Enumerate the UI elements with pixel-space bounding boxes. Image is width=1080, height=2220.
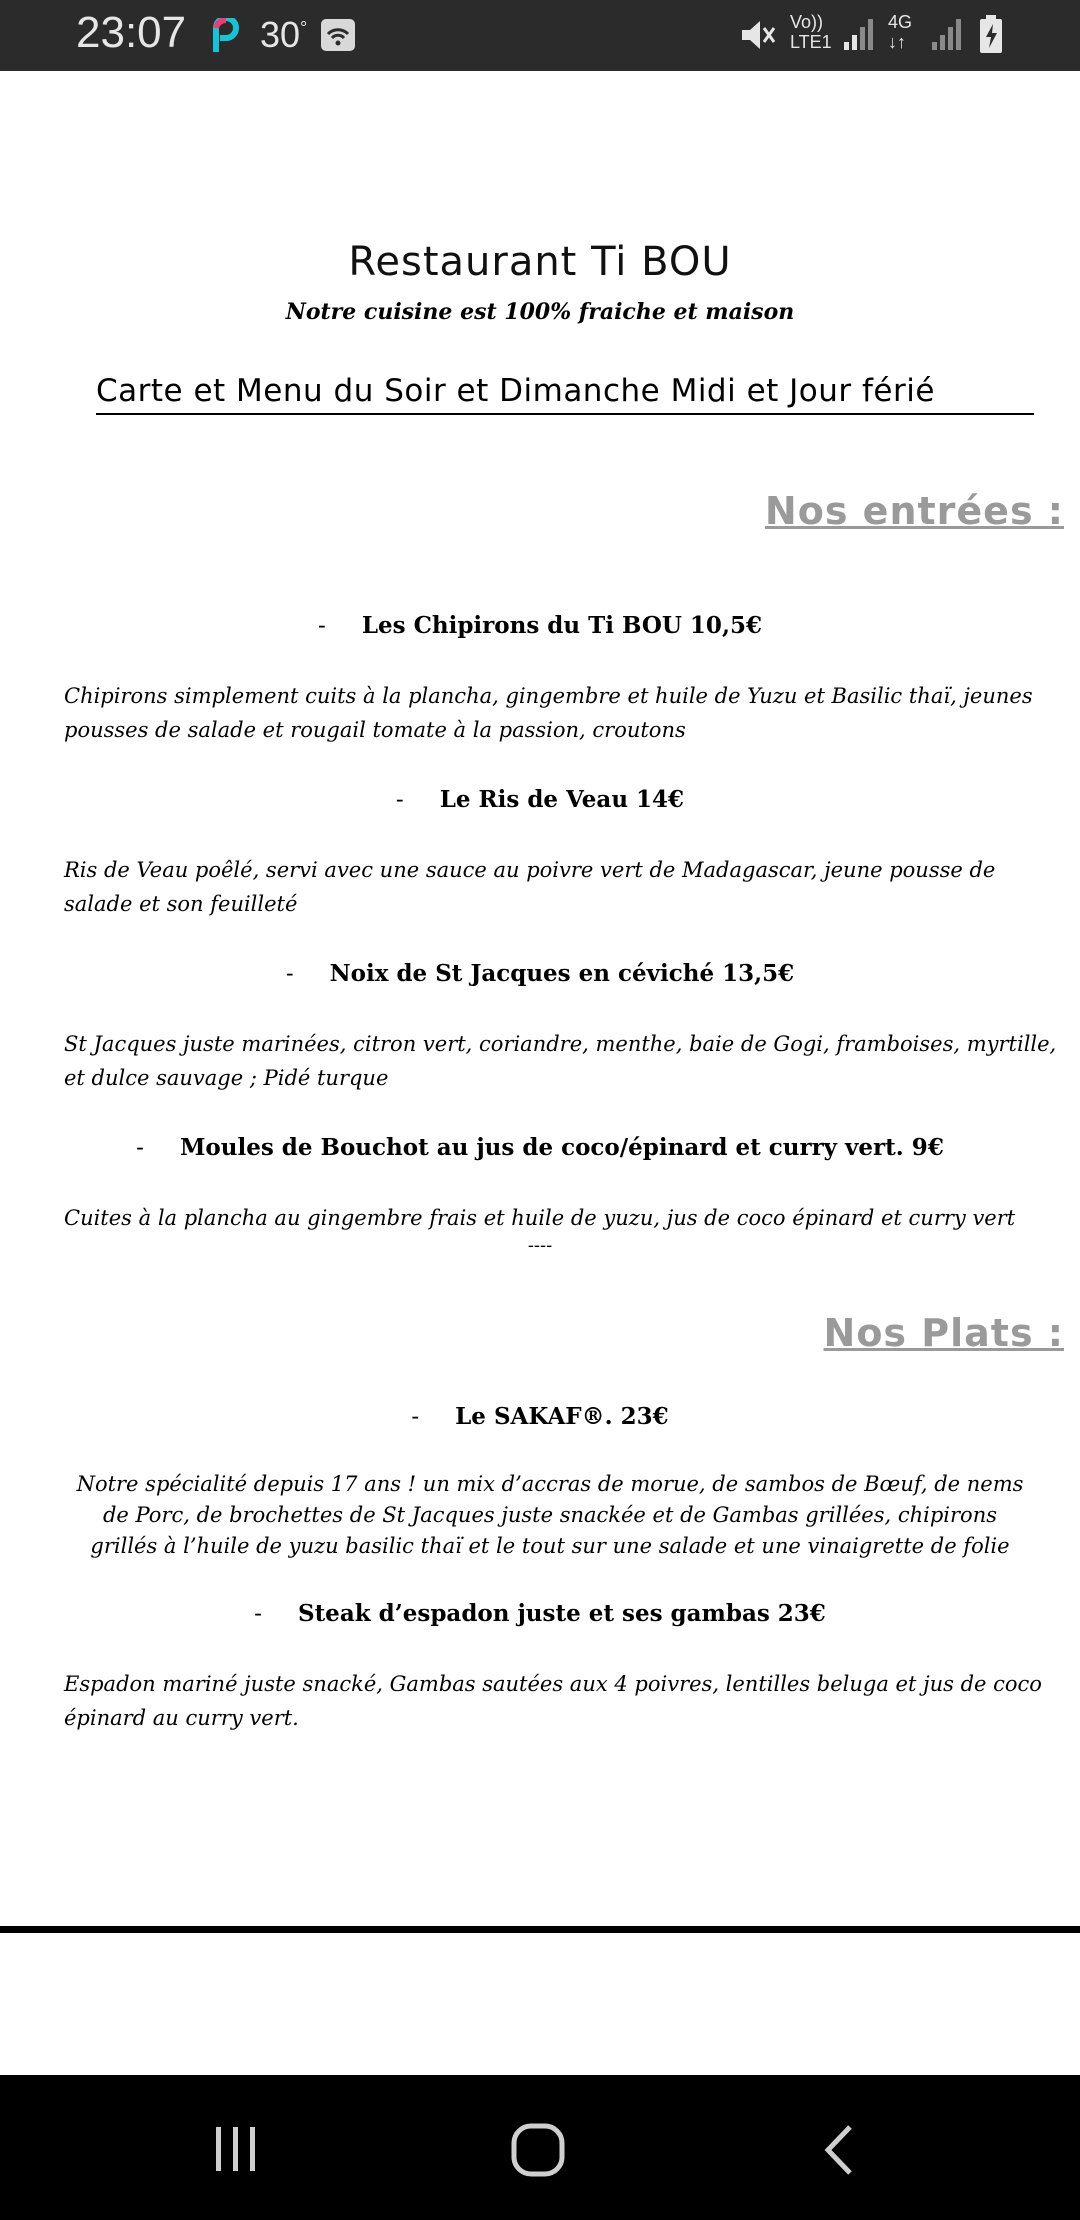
dish-title: - Noix de St Jacques en céviché 13,5€	[285, 960, 795, 987]
separator: ----	[527, 1235, 553, 1256]
dish-title: - Le SAKAF®. 23€	[411, 1403, 669, 1430]
dish-description: Chipirons simplement cuits à la plancha, gingembre et huile de Yuzu et Basilic thaï, jeunes pousses de salade et rougail tomate à la passion, croutons	[64, 684, 1033, 742]
section-heading-plats: Nos Plats :	[823, 1311, 1064, 1355]
volte-indicator: Vo)) LTE1	[790, 12, 832, 52]
dish-description: Ris de Veau poêlé, servi avec une sauce au poivre vert de Madagascar, jeune pousse de salade et son feuilleté	[64, 858, 996, 916]
home-icon[interactable]	[508, 2121, 568, 2185]
dish-description: Espadon mariné juste snacké, Gambas sautées aux 4 poivres, lentilles beluga et jus de coco épinard au curry vert.	[64, 1672, 1042, 1730]
navigation-bar	[0, 2075, 1080, 2220]
network-type: 4G ↓↑	[888, 12, 913, 52]
dish-title: - Moules de Bouchot au jus de coco/épinard et curry vert. 9€	[136, 1134, 944, 1161]
status-time: 23:07	[76, 8, 187, 57]
restaurant-subtitle: Notre cuisine est 100% fraiche et maison	[285, 299, 795, 325]
restaurant-title: Restaurant Ti BOU	[348, 239, 732, 285]
recent-apps-icon[interactable]	[208, 2121, 264, 2181]
status-bar	[0, 0, 1080, 71]
dish-description: St Jacques juste marinées, citron vert, coriandre, menthe, baie de Gogi, framboises, myrtille, et dulce sauvage ; Pidé turque	[64, 1032, 1057, 1090]
app-p-icon	[208, 18, 242, 58]
dish-title: - Steak d’espadon juste et ses gambas 23€	[254, 1600, 826, 1627]
carte-heading: Carte et Menu du Soir et Dimanche Midi et Jour férié	[96, 373, 1034, 415]
dish-description: Cuites à la plancha au gingembre frais et huile de yuzu, jus de coco épinard et curry vert	[64, 1206, 1016, 1230]
signal-icon	[842, 16, 876, 56]
mute-icon	[736, 16, 776, 58]
signal-icon	[930, 16, 964, 56]
wifi-icon	[320, 18, 356, 56]
page-divider	[0, 1926, 1080, 1933]
status-temperature: 30°	[260, 14, 308, 55]
dish-title: - Le Ris de Veau 14€	[395, 786, 685, 813]
section-heading-entrees: Nos entrées :	[764, 489, 1064, 533]
dish-description: Notre spécialité depuis 17 ans ! un mix d’accras de morue, de sambos de Bœuf, de nems de Porc, de brochettes de St Jacques juste snackée et de Gambas grillées, chipirons grillés à l’huile de yuzu basilic thaï et le tout sur une salade et une vinaigrette de folie	[76, 1472, 1024, 1558]
menu-document[interactable]	[0, 71, 1080, 1931]
back-icon[interactable]	[818, 2121, 858, 2185]
dish-title: - Les Chipirons du Ti BOU 10,5€	[318, 612, 762, 639]
battery-charging-icon	[978, 14, 1004, 58]
